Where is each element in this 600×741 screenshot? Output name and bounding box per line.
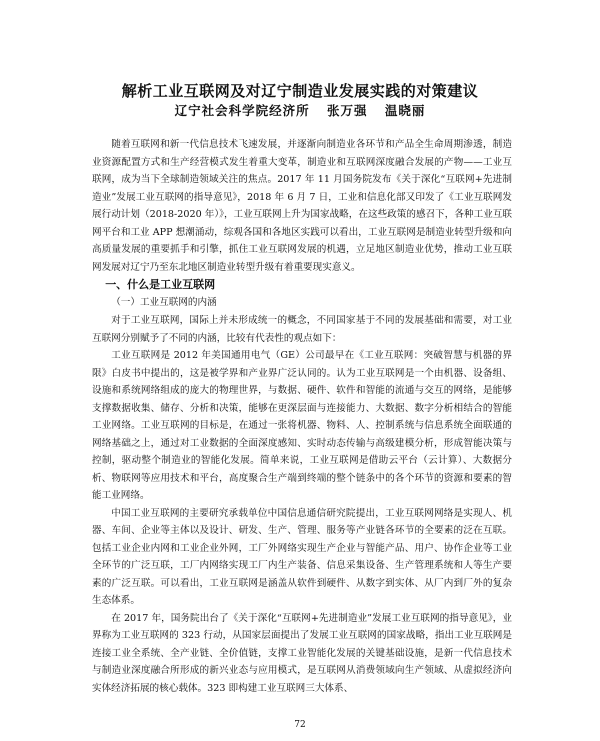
intro-paragraph: 随着互联网和新一代信息技术飞速发展，并逐渐向制造业各环节和产品全生命周期渗透，制造业资源配置方式和生产经营模式发生着重大变革，制造业和互联网深度融合发展的产物——工业互联网，成为当下全球制造领域关注的焦点。2017 年 11 月国务院发布《关于深化“互联网+先进制造业”发展工业互联网的指导意见》，2018 年 6 月 7 日，工业和信息化部又印发了《工业互联网发展行动计划（2018-2020 年）》，工业互联网上升为国家战略，在这些政策的感召下，各种工业互联网平台和工业 APP 想潮涌动，综观各国和各地区实践可以看出，工业互联网是制造业转型升级和向高质量发展的重要抓手和引擎，抓住工业互联网发展的机遇，立足地区制造业优势，推动工业互联网发展对辽宁乃至东北地区制造业转型升级有着重要现实意义。 xyxy=(92,139,512,273)
author-line xyxy=(0,101,600,119)
author-name: 张万强 xyxy=(326,103,368,118)
paper-title: 解析工业互联网及对辽宁制造业发展实践的对策建议 xyxy=(121,82,479,100)
section-heading: 一、什么是工业互联网 xyxy=(105,278,216,291)
main-body xyxy=(92,136,512,697)
body-paragraph: 工业互联网是 2012 年美国通用电气（GE）公司最早在《工业互联网：突破智慧与机器的界限》白皮书中提出的，这是被学界和产业界广泛认同的。认为工业互联网是一个由机器、设备组、设施和系统网络组成的庞大的物理世界，与数据、硬件、软件和智能的流通与交互的网络，是能够支撑数据收集、储存、分析和决策，能够在更深层面与连接能力、大数据、数字分析相结合的智能工业网络。工业互联网的目标是，在通过一张将机器、物料、人、控制系统与信息系统全面联通的网络基础之上，通过对工业数据的全面深度感知、实时动态传输与高级建模分析，形成智能决策与控制，驱动整个制造业的智能化发展。简单来说，工业互联网是借助云平台（云计算）、大数据分析、物联网等应用技术和平台，高度聚合生产端到终端的整个链条中的各个环节的资源和要素的智能工业网络。 xyxy=(92,350,512,501)
body-paragraph: 中国工业互联网的主要研究承载单位中国信息通信研究院提出，工业互联网网络是实现人、机器、车间、企业等主体以及设计、研发、生产、管理、服务等产业链各环节的全要素的泛在互联。包括工业企业内网和工业企业外网，工厂外网络实现生产企业与智能产品、用户、协作企业等工业全环节的广泛互联，工厂内网络实现工厂内生产装备、信息采集设备、生产管理系统和人等生产要素的广泛互联。可以看出，工业互联网是涵盖从软件到硬件、从数字到实体、从厂内到厂外的复杂生态体系。 xyxy=(92,507,512,606)
author-name: 温晓丽 xyxy=(384,103,426,118)
body-paragraph: 在 2017 年，国务院出台了《关于深化“互联网+先进制造业”发展工业互联网的指导意见》，业界称为工业互联网的 323 行动，从国家层面提出了发展工业互联网的国家战略，指出工业互联网是连接工业全系统、全产业链、全价值链，支撑工业智能化发展的关键基础设施，是新一代信息技术与制造业深度融合所形成的新兴业态与应用模式，是互联网从消费领域向生产领域、从虚拟经济向实体经济拓展的核心载体。323 即构建工业互联网三大体系、 xyxy=(92,612,512,694)
affiliation: 辽宁社会科学院经济所 xyxy=(174,103,310,118)
body-paragraph: 对于工业互联网，国际上并未形成统一的概念，不同国家基于不同的发展基础和需要，对工业互联网分别赋予了不同的内涵，比较有代表性的观点如下： xyxy=(92,315,512,344)
subsection-heading: （一）工业互联网的内涵 xyxy=(111,297,217,308)
page-number: 72 xyxy=(294,720,306,730)
